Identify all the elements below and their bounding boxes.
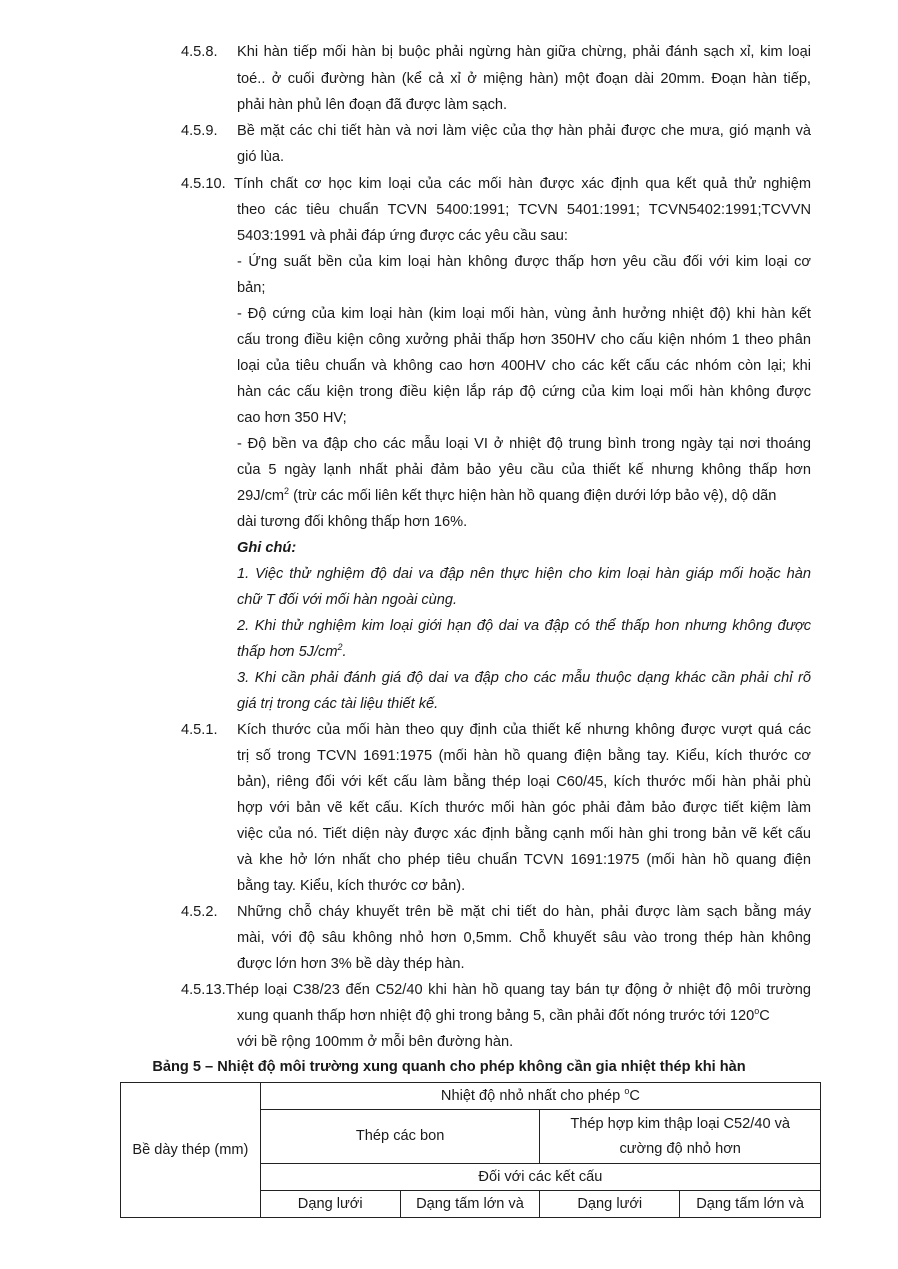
section-number: 4.5.8.	[181, 44, 218, 60]
degree-superscript: o	[624, 1085, 630, 1096]
paragraph-line: cao hơn 350 HV;	[237, 410, 347, 426]
header-text: Nhiệt độ nhỏ nhất cho phép	[440, 1087, 625, 1104]
unit-text: C	[629, 1087, 640, 1104]
unit-text: 29J/cm	[237, 488, 285, 504]
paragraph-line: bản), riêng đối với kết cấu làm bằng thép loại C60/45, kích thước mối hàn phải phù	[237, 774, 811, 790]
paragraph-line: - Ứng suất bền của kim loại hàn không được thấp hơn yêu cầu đối với kim loại cơ	[237, 254, 811, 270]
section-number: 4.5.2.	[181, 904, 218, 920]
table-header-thickness: Bề dày thép (mm)	[121, 1083, 261, 1218]
paragraph-line: 4.5.13.Thép loại C38/23 đến C52/40 khi hàn hồ quang tay bán tự động ở nhiệt độ môi trường	[181, 982, 811, 998]
paragraph-line: phải hàn phủ lên đoạn đã được làm sạch.	[237, 97, 508, 113]
paragraph-line: và khe hở lớn nhất cho phép tiêu chuẩn TCVN 1691:1975 (mối hàn hồ quang điện	[237, 852, 811, 868]
paragraph-line: toé.. ở cuối đường hàn (kể cả xỉ ở miệng hàn) một đoạn dài 20mm. Đoạn hàn tiếp,	[237, 71, 811, 87]
paragraph-line	[237, 1007, 770, 1025]
table-subheader: Dạng lưới	[260, 1191, 400, 1218]
table-subheader: Dạng tấm lớn và	[400, 1191, 540, 1218]
note-line: giá trị trong các tài liệu thiết kế.	[237, 696, 439, 712]
paragraph-line: dài tương đối không thấp hơn 16%.	[237, 514, 468, 530]
paragraph-line: việc của nó. Tiết diện này được xác định bằng cạnh mối hàn ghi trong bản vẽ kết cấu	[237, 826, 811, 842]
header-line: cường độ nhỏ hơn	[619, 1140, 741, 1157]
paragraph-line: Kích thước của mối hàn theo quy định của thiết kế nhưng không được vượt quá các	[237, 722, 811, 738]
paragraph-line: loại của tiêu chuẩn và không cao hơn 400HV cho các kết cấu các nhóm còn lại; khi	[237, 358, 811, 374]
note-line: 1. Việc thử nghiệm độ dai va đập nên thực hiện cho kim loại hàn giáp mối hoặc hàn	[237, 566, 811, 582]
temperature-table	[120, 1082, 821, 1218]
paragraph-line: Khi hàn tiếp mối hàn bị buộc phải ngừng hàn giữa chừng, phải đánh sạch xỉ, kim loại	[237, 44, 811, 60]
paragraph-line: Những chỗ cháy khuyết trên bề mặt chi tiết do hàn, phải được làm sạch bằng máy	[237, 904, 811, 920]
paragraph-line	[237, 487, 776, 505]
paragraph-line: - Độ cứng của kim loại hàn (kim loại mối hàn, vùng ảnh hưởng nhiệt độ) khi hàn kết	[237, 306, 811, 322]
paragraph-line: cấu trong điều kiện công xưởng phải thấp hơn 350HV cho cấu kiện nhóm 1 theo phân	[237, 332, 811, 348]
note-line: 2. Khi thử nghiệm kim loại giới hạn độ dai va đập có thể thấp hon nhưng không được	[237, 618, 811, 634]
note-text: thấp hơn 5J/cm	[237, 644, 338, 660]
table-subheader: Dạng lưới	[540, 1191, 680, 1218]
superscript: 2	[337, 642, 343, 652]
paragraph-line: Tính chất cơ học kim loại của các mối hàn được xác định qua kết quả thử nghiệm	[234, 176, 811, 192]
paragraph-line: 5403:1991 và phải đáp ứng được các yêu cầu sau:	[237, 228, 568, 244]
paragraph-line: trị số trong TCVN 1691:1975 (mối hàn hồ quang điện bằng tay. Kiểu, kích thước cơ	[237, 748, 811, 764]
unit-text: C	[759, 1008, 770, 1024]
note-line	[237, 643, 347, 661]
paragraph-line: hàn các cấu kiện trong điều kiện lắp ráp độ cứng của kim loại mối hàn không được	[237, 384, 811, 400]
paragraph-text: xung quanh thấp hơn nhiệt độ ghi trong bảng 5, cần phải đốt nóng trước tới 120	[237, 1008, 755, 1024]
paragraph-line: theo các tiêu chuẩn TCVN 5400:1991; TCVN 5401:1991; TCVN5402:1991;TCVVN	[237, 202, 811, 218]
section-number: 4.5.1.	[181, 722, 218, 738]
paragraph-line: bằng tay. Kiểu, kích thước cơ bản).	[237, 878, 466, 894]
paragraph-line: hợp với bản vẽ kết cấu. Kích thước mối hàn góc phải đảm bảo được tiết kiệm làm	[237, 800, 811, 816]
note-dot: .	[342, 644, 347, 660]
note-line: 3. Khi cần phải đánh giá độ dai va đập cho các mẫu thuộc dạng khác cần phải chỉ rõ	[237, 670, 811, 686]
paragraph-line: của 5 ngày lạnh nhất phải đảm bảo yêu cầu của thiết kế nhưng không thấp hơn	[237, 462, 811, 478]
table-header-carbon-steel: Thép các bon	[260, 1110, 540, 1164]
note-line: chữ T đối với mối hàn ngoài cùng.	[237, 592, 458, 608]
header-line: Thép hợp kim thập loại C52/40 và	[570, 1115, 791, 1132]
table-header-min-temp	[260, 1083, 820, 1110]
paragraph-line: được lớn hơn 3% bề dày thép hàn.	[237, 956, 465, 972]
note-title: Ghi chú:	[237, 540, 297, 556]
table-caption: Bảng 5 – Nhiệt độ môi trường xung quanh cho phép không cần gia nhiệt thép khi hàn	[152, 1059, 746, 1075]
section-number: 4.5.10.	[181, 176, 226, 192]
section-number: 4.5.9.	[181, 123, 218, 139]
paragraph-line: với bề rộng 100mm ở mỗi bên đường hàn.	[237, 1034, 514, 1050]
table-header-structures: Đối với các kết cấu	[260, 1164, 820, 1191]
paragraph-line: - Độ bền va đập cho các mẫu loại VI ở nhiệt độ trung bình trong ngày tại nơi thoáng	[237, 436, 811, 452]
paragraph-line: Bề mặt các chi tiết hàn và nơi làm việc của thợ hàn phải được che mưa, gió mạnh và	[237, 123, 811, 139]
unit-continuation: (trừ các mối liên kết thực hiện hàn hồ quang điện dưới lớp bảo vệ), dộ dãn	[289, 488, 777, 504]
table-header-alloy-steel	[540, 1110, 821, 1164]
table-subheader: Dạng tấm lớn và	[680, 1191, 821, 1218]
paragraph-line: gió lùa.	[237, 149, 285, 165]
superscript: 2	[284, 486, 290, 496]
degree-superscript: o	[754, 1006, 760, 1016]
paragraph-line: mài, với độ sâu không nhỏ hơn 0,5mm. Chỗ khuyết sâu vào trong thép hàn không	[237, 930, 811, 946]
paragraph-line: bản;	[237, 280, 266, 296]
